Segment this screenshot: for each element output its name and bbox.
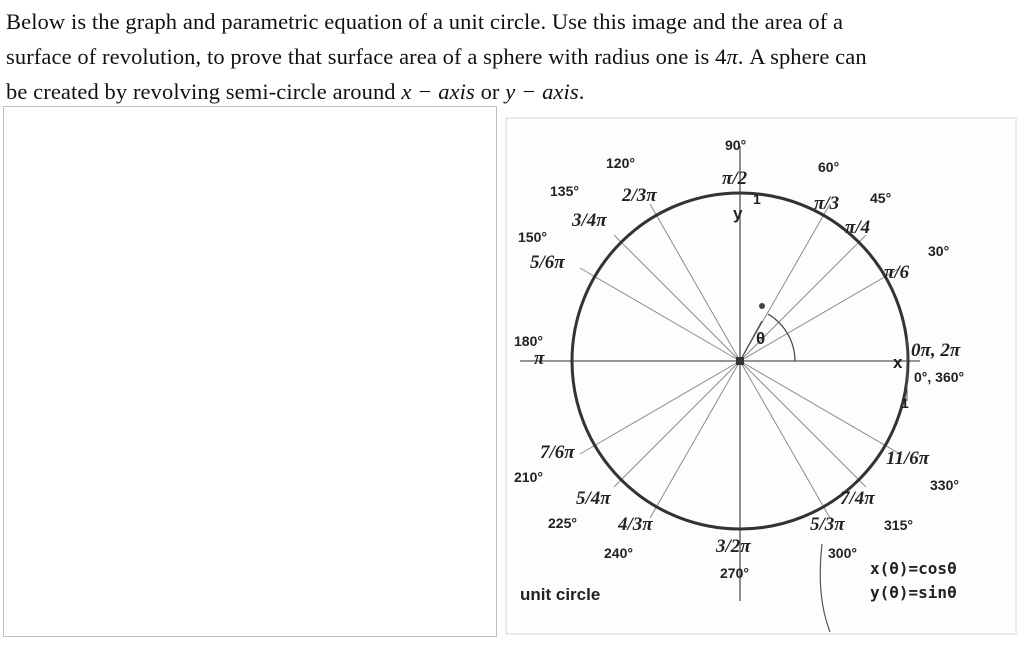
deg-45: 45° [870,190,892,206]
rad-330: 11/6π [886,448,930,469]
rad-270: 3/2π [716,536,751,557]
rad-300: 5/3π [810,514,845,535]
rad-210: 7/6π [540,442,575,463]
rad-180: π [534,348,545,369]
rad-135: 3/4π [572,210,607,231]
rad-315: 7/4π [840,488,875,509]
or-word: or [474,79,506,104]
rad-60: π/3 [814,193,840,214]
rad-45: π/4 [845,217,871,238]
deg-120: 120° [606,155,635,171]
equation-x: x(θ)=cosθ [870,559,957,578]
figure-caption: unit circle [520,585,601,604]
deg-30: 30° [928,243,950,259]
unit-circle-svg [500,106,1024,642]
deg-210: 210° [514,469,543,485]
problem-line-2a: surface of revolution, to prove that surface area of a sphere with radius one is 4 [6,44,727,69]
x-axis-term: x − axis [401,79,475,104]
deg-330: 330° [930,477,959,493]
answer-area[interactable] [3,106,497,637]
rad-150: 5/6π [530,252,565,273]
origin-dot [736,357,744,365]
problem-line-1: Below is the graph and parametric equation of a unit circle. Use this image and the area of a [6,9,844,34]
rad-240: 4/3π [618,514,653,535]
deg-240: 240° [604,545,633,561]
rad-120: 2/3π [622,185,657,206]
x-axis-label: x [893,353,903,372]
pi-symbol: π [726,44,738,69]
problem-line-2b: . A sphere can [737,44,867,69]
rad-90: π/2 [722,168,748,189]
deg-300: 300° [828,545,857,561]
y-axis-label: y [733,204,743,223]
deg-225: 225° [548,515,577,531]
rad-225: 5/4π [576,488,611,509]
problem-statement [6,4,1016,109]
problem-line-3a: be created by revolving semi-circle around [6,79,402,104]
deg-135: 135° [550,183,579,199]
deg-150: 150° [518,229,547,245]
deg-315: 315° [884,517,913,533]
deg-180: 180° [514,333,543,349]
point-marker [759,303,765,309]
period: . [578,79,585,104]
rad-30: π/6 [884,262,910,283]
deg-0: 0°, 360° [914,369,965,385]
y-one-label: 1 [753,191,761,207]
deg-60: 60° [818,159,840,175]
x-one-label: 1 [901,395,909,411]
theta-label: θ [756,329,766,348]
deg-270: 270° [720,565,749,581]
deg-90: 90° [725,137,747,153]
equation-y: y(θ)=sinθ [870,583,957,602]
rad-0: 0π, 2π [911,340,961,361]
y-axis-term: y − axis [505,79,579,104]
unit-circle-figure [500,106,1024,642]
